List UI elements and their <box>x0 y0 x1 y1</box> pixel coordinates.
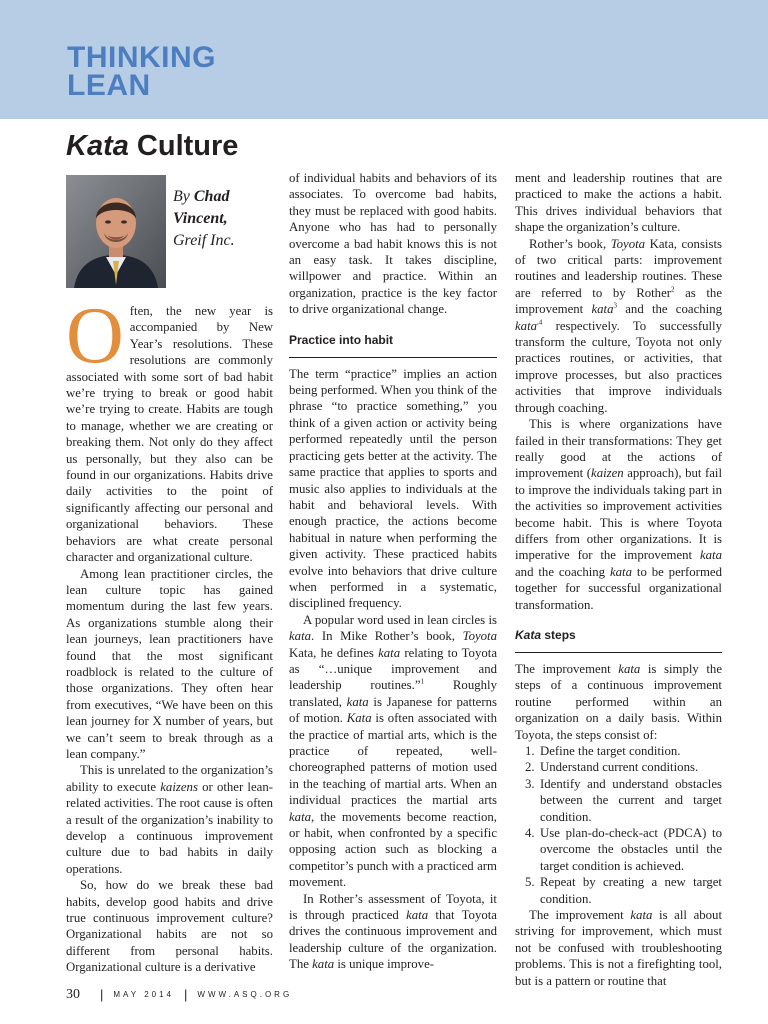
column-2 <box>289 170 497 973</box>
footer-separator: | <box>100 987 104 1002</box>
subheading-practice-into-habit: Practice into habit <box>289 332 497 358</box>
footer-separator: | <box>184 987 188 1002</box>
list-item: 3. Identify and understand obstacles between the current and target condition. <box>525 776 722 824</box>
page-footer <box>66 987 292 1003</box>
paragraph: The term “practice” implies an action being performed. When you think of the phrase “to practice something,” you think of a given action or activity being performed repeatedly until the person practicing gets better at the activity. The same practice that applies to sports and music also applies to individuals at the habit and behavioral levels. With enough practice, the actions become habitual in nature when performing the given activity. These practiced habits evolve into behaviors that drive culture when performed in a systematic, disciplined frequency. <box>289 366 497 611</box>
column-3 <box>515 170 722 989</box>
paragraph: The improvement kata is simply the steps of a continuous improvement routine performed within an organization on a daily basis. Within Toyota, the steps consist of: <box>515 661 723 742</box>
steps-list <box>515 743 722 907</box>
byline <box>173 186 235 252</box>
paragraph: ment and leadership routines that are practiced to make the actions a habit. This drives individual behaviors that shape the organization’s culture. <box>515 171 722 235</box>
section-title-line1: THINKING <box>67 41 216 74</box>
paragraph: This is where organizations have failed in their transformations: They get really good at the actions of improvement (kaizen approach), but fail to improve the individuals taking part in the activities so improvement activities become habit. This is where Toyota differs from other organizations. It is imperative for the improvement kata and the coaching kata to be performed together for successful organizational transformation. <box>515 417 723 612</box>
paragraph: Often, the new year is accompanied by New Year’s resolutions. These resolutions are commonly associated with some sort of bad habit we’re trying to break or good habit we’re trying to create. Habits are tough to manage, whether we are creating or breaking them. Not only do they affect us personally, but they also can be found in our organizations. Habits drive daily activities to the point of significantly affecting our personal and organizational behaviors. These behaviors are what create personal character and organizational culture. <box>66 292 273 565</box>
author-organization: Greif Inc. <box>173 232 235 249</box>
section-title-line2: LEAN <box>67 69 151 102</box>
page-number: 30 <box>66 987 80 1002</box>
paragraph: Rother’s book, Toyota Kata, consists of two critical parts: improvement routines and leadership routines. These are referred to by Rother$^2$ as the improvement kata$^3$ and the coaching kata$^{,4}$ respectively. To successfully transform the culture, Toyota not only practices routines, or activities, that improve processes, but also practices activities that improve individuals through coaching. <box>515 236 722 415</box>
list-item: 1. Define the target condition. <box>525 744 681 758</box>
paragraph: of individual habits and behaviors of its associates. To overcome bad habits, they must be replaced with good habits. Anyone who has had to personally overcome a bad habit knows this is not an easy task. It takes discipline, willpower and practice. Within an organization, practice is the key factor to drive organizational change. <box>289 171 497 317</box>
list-item: 4. Use plan-do-check-act (PDCA) to overcome the obstacles until the target condition is achieved. <box>525 826 722 873</box>
paragraph: This is unrelated to the organization’s ability to execute kaizens or other lean-related activities. The root cause is often a result of the organization’s inability to develop a continuous improvement culture due to bad habits in daily operations. <box>66 763 273 876</box>
website-link[interactable]: WWW.ASQ.ORG <box>197 990 293 999</box>
author-photo <box>66 175 166 288</box>
subheading-kata-steps: Kata steps <box>515 627 722 653</box>
paragraph: A popular word used in lean circles is kata. In Mike Rother’s book, Toyota Kata, he defines kata relating to Toyota as “…unique improvement and leadership routines.”$^1$ Roughly translated, kata is Japanese for patterns of motion. Kata is often associated with the practice of martial arts, which is the practice of repeated, well-choreographed patterns of motion used in the teaching of martial arts. When an individual practices the martial arts kata, the movements become reaction, or habit, when confronted by a specific opposing action such as blocking a competitor’s punch with a practiced arm movement. <box>289 612 497 890</box>
author-first-name: Chad <box>193 188 230 205</box>
column-1 <box>66 292 273 976</box>
issue-date: MAY 2014 <box>113 990 175 999</box>
header-banner <box>0 0 768 119</box>
article-title-rest: Culture <box>128 130 239 162</box>
paragraph: In Rother’s assessment of Toyota, it is through practiced kata that Toyota drives the continuous improvement and leadership culture of the organization. The kata is unique improve- <box>289 891 497 972</box>
author-last-name: Vincent, <box>173 210 228 227</box>
list-item: 5. Repeat by creating a new target condition. <box>525 875 722 906</box>
drop-cap: O <box>66 292 124 380</box>
section-title <box>67 41 216 102</box>
byline-prefix: By <box>173 188 194 205</box>
paragraph: Among lean practitioner circles, the lean culture topic has gained momentum during the last few years. As organizations stumble along their lean journeys, lean practitioners have found that the most significant roadblock is related to the culture of those organizations. They often hear from executives, “We have been on this lean journey for X number of years, but we can’t seem to break through as a lean company.” <box>66 566 273 761</box>
article-title <box>66 128 238 164</box>
paragraph: So, how do we break these bad habits, develop good habits and drive true continuous improvement culture? Organizational habits are not so different from personal habits. Organizational culture is a derivative <box>66 878 273 975</box>
list-item: 2. Understand current conditions. <box>525 760 699 775</box>
author-portrait-image <box>66 175 166 288</box>
article-title-emph: Kata <box>66 130 129 162</box>
paragraph: The improvement kata is all about striving for improvement, which must not be confused with troubleshooting problems. This is not a firefighting tool, but is a pattern or routine that <box>515 908 722 988</box>
